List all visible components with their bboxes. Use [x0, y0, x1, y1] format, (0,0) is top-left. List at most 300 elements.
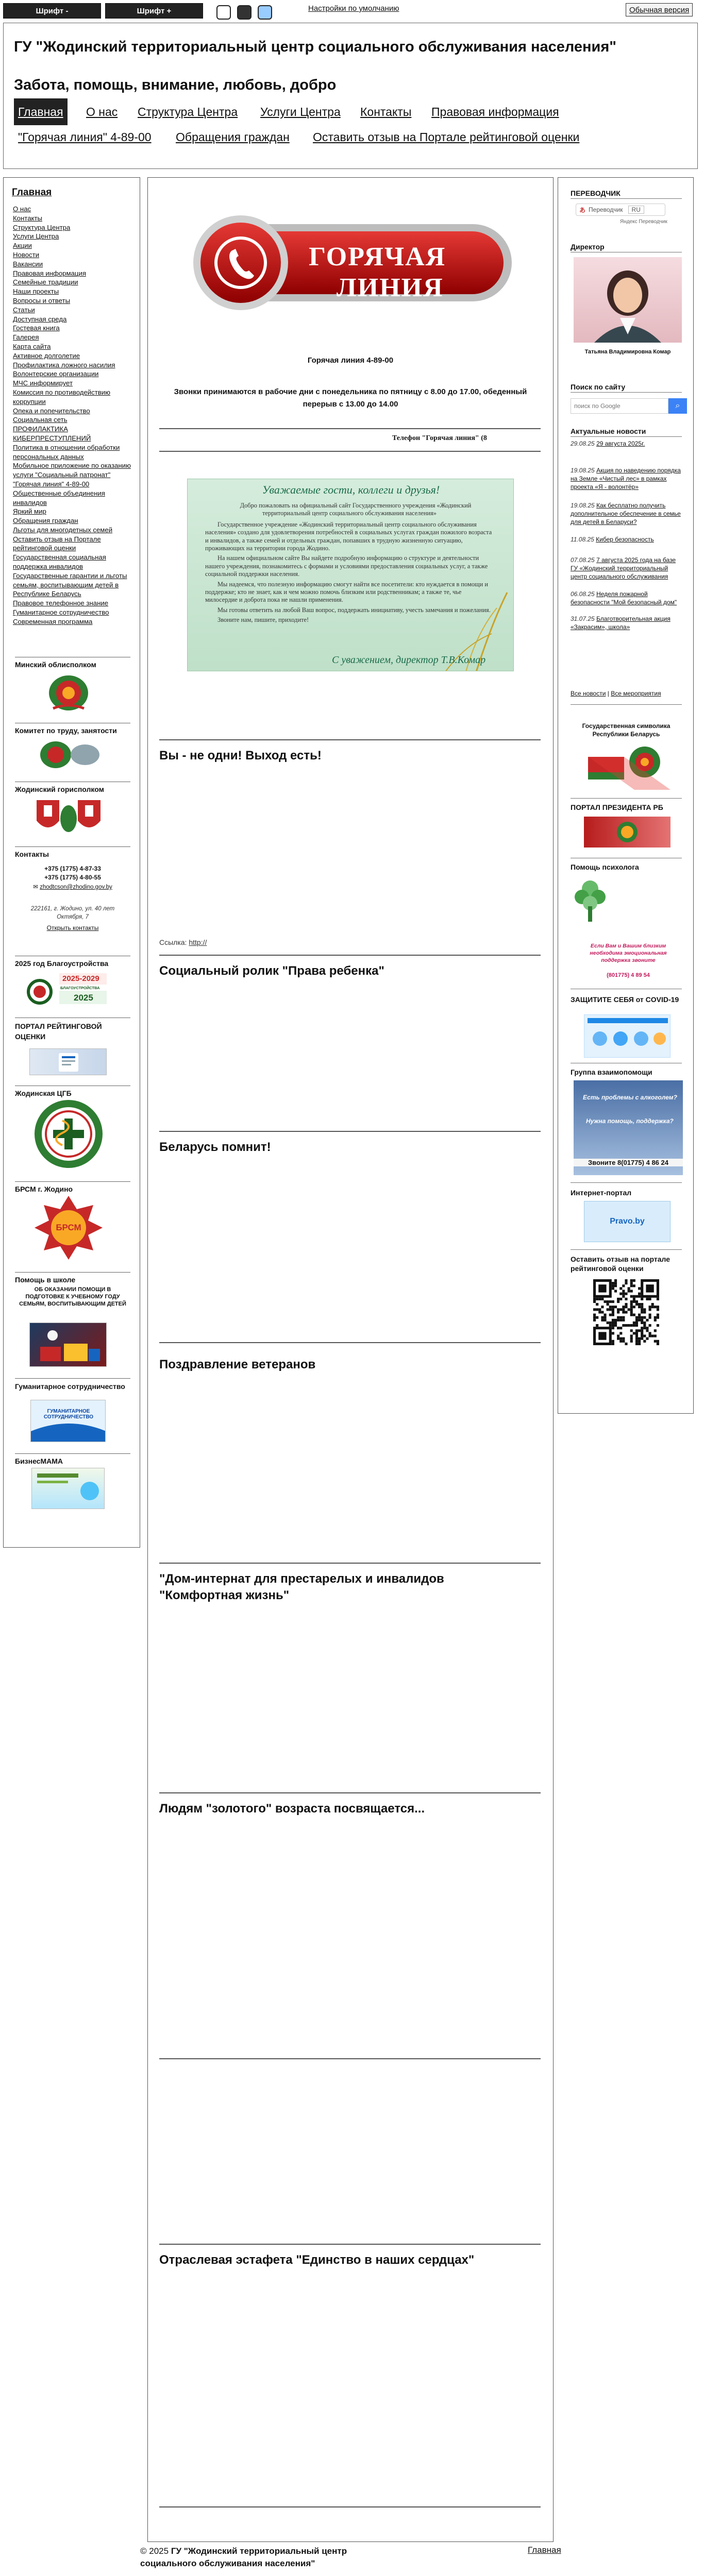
qr-module [617, 1300, 619, 1303]
left-menu-item[interactable]: Опека и попечительство [13, 406, 90, 415]
qr-module [633, 1300, 635, 1303]
welcome-card [187, 479, 514, 671]
qr-module [649, 1298, 651, 1300]
left-menu-item[interactable]: Мобильное приложение по оказанию [13, 462, 131, 470]
left-menu-item[interactable]: Контакты [13, 214, 42, 222]
nav-services[interactable]: Услуги Центра [260, 105, 341, 118]
left-menu-item[interactable]: Государственная социальная [13, 553, 106, 562]
left-menu-item[interactable]: Государственные гарантии и льготы [13, 571, 127, 580]
qr-module [614, 1319, 617, 1321]
qr-module [643, 1308, 646, 1311]
qr-module [641, 1311, 643, 1313]
qr-module [635, 1303, 638, 1306]
qr-module [619, 1327, 622, 1329]
qr-module [609, 1300, 612, 1303]
qr-module [657, 1340, 659, 1343]
state-symbols-icon[interactable] [584, 741, 671, 790]
qr-module [657, 1343, 659, 1345]
qr-module [657, 1306, 659, 1308]
qr-module [622, 1337, 625, 1340]
qr-module [630, 1290, 633, 1292]
footer-home-link[interactable]: Главная [528, 2545, 561, 2555]
qr-module [641, 1321, 643, 1324]
qr-module [622, 1284, 625, 1287]
left-menu-item[interactable]: Комиссия по противодействию коррупции [13, 388, 111, 405]
qr-module [622, 1324, 625, 1327]
news-date: 06.08.25 [571, 590, 595, 598]
covid-title: ЗАЩИТИТЕ СЕБЯ от COVID-19 [571, 995, 679, 1004]
hotline-banner[interactable] [158, 188, 543, 337]
qr-module [619, 1298, 622, 1300]
qr-module [638, 1295, 641, 1298]
left-menu-item[interactable]: КИБЕРПРЕСТУПЛЕНИЙ [13, 434, 91, 442]
labor-block [15, 723, 130, 735]
qr-module [614, 1306, 617, 1308]
left-menu-item[interactable]: МЧС информирует [13, 379, 73, 387]
qr-module [643, 1316, 646, 1319]
nav-home[interactable]: Главная [14, 98, 68, 125]
left-menu-item[interactable]: поддержка инвалидов [13, 563, 83, 571]
main-content [147, 177, 554, 2542]
news-title: Актуальные новости [571, 427, 646, 435]
qr-module [643, 1340, 646, 1343]
qr-module [628, 1308, 630, 1311]
director-title: Директор [571, 243, 605, 251]
qr-module [649, 1332, 651, 1334]
qr-module [625, 1303, 627, 1306]
left-menu-item[interactable]: Вакансии [13, 260, 43, 268]
left-menu-item[interactable]: Современная программа [13, 617, 93, 625]
qr-module [649, 1306, 651, 1308]
left-menu-item[interactable]: услуги "Социальный патронат" [13, 471, 111, 479]
contacts-email[interactable]: zhodtcson@zhodino.gov.by [40, 884, 112, 890]
qr-module [633, 1284, 635, 1287]
news-item[interactable] [571, 535, 684, 544]
left-menu-item[interactable]: Статьи [13, 306, 35, 314]
left-menu-item[interactable]: Наши проекты [13, 287, 59, 296]
geraldry-title: Жодинский горисполком [15, 782, 130, 793]
qr-module [649, 1335, 651, 1337]
qr-module [601, 1311, 604, 1313]
qr-module [638, 1293, 641, 1295]
qr-module [638, 1316, 641, 1319]
qr-module [622, 1319, 625, 1321]
color-scheme-blue-button[interactable] [258, 5, 272, 20]
left-menu-item[interactable]: Акции [13, 242, 32, 250]
qr-module [630, 1311, 633, 1313]
section-title-veterans: Поздравление ветеранов [159, 1358, 316, 1371]
mutual-q2: Нужна помощь, поддержка? [586, 1117, 674, 1125]
left-menu-item[interactable]: Правовая информация [13, 269, 86, 277]
contacts-map-link[interactable]: Открыть контакты [46, 924, 99, 931]
footer-copyright [140, 2545, 367, 2570]
left-menu-item[interactable]: "Горячая линия" 4-89-00 [13, 480, 90, 488]
qr-module [657, 1314, 659, 1316]
hotline-caption: Горячая линия 4-89-00 [307, 356, 394, 365]
left-menu-item[interactable]: Политика в отношении обработки [13, 443, 120, 451]
nav-about[interactable]: О нас [86, 105, 118, 118]
brsm-logo-icon[interactable] [32, 1194, 105, 1262]
school-block [15, 1272, 130, 1308]
qr-module [638, 1337, 641, 1340]
contacts-address: 222161, г. Жодино, ул. 40 лет Октября, 7 [30, 906, 115, 920]
qr-finder [646, 1284, 653, 1292]
qr-module [609, 1306, 612, 1308]
qr-module [630, 1340, 633, 1343]
welcome-p3: На нашем официальном сайте Вы найдете подробную информацию о структуре и деятельности нашего учреждения, познакомитесь с формами и условиями предоставления социальных услуг, а также социальной поддержки населения. [205, 554, 488, 578]
qr-module [654, 1316, 657, 1319]
news-link[interactable]: Неделя пожарной безопасности "Мой безопасный дом" [571, 590, 677, 606]
divider [159, 1563, 541, 1564]
qr-module [643, 1324, 646, 1327]
qr-module [638, 1314, 641, 1316]
portal-banner[interactable] [29, 1048, 107, 1075]
president-banner[interactable] [584, 817, 671, 848]
default-settings-link[interactable]: Настройки по умолчанию [308, 4, 399, 13]
font-increase-button[interactable]: Шрифт + [105, 3, 203, 19]
font-decrease-button[interactable]: Шрифт - [3, 3, 101, 19]
qr-module [614, 1279, 617, 1282]
contacts-title: Контакты [15, 846, 130, 858]
qr-module [630, 1329, 633, 1332]
site-header [3, 23, 698, 169]
qr-module [593, 1314, 596, 1316]
qr-module [593, 1300, 596, 1303]
contacts-phone-2[interactable]: +375 (1775) 4-80-55 [44, 874, 101, 881]
nav-rating-review[interactable]: Оставить отзыв на Портале рейтинговой оценки [313, 130, 580, 144]
qr-module [630, 1279, 633, 1282]
qr-module [619, 1287, 622, 1290]
left-menu-item[interactable]: Карта сайта [13, 342, 51, 350]
left-menu-item[interactable]: ПРОФИЛАКТИКА [13, 425, 68, 433]
welcome-p6: Звоните нам, пишите, приходите! [217, 616, 309, 624]
search-button[interactable] [668, 398, 687, 414]
section-title-child-rights: Социальный ролик "Права ребенка" [159, 964, 384, 978]
divider [159, 2058, 541, 2059]
qr-module [614, 1290, 617, 1292]
news-date: 19.08.25 [571, 467, 595, 474]
qr-module [609, 1324, 612, 1327]
left-menu-item[interactable]: Гостевая книга [13, 324, 60, 332]
qr-module [609, 1314, 612, 1316]
welcome-p1: Добро пожаловать на официальный сайт Государственного учреждения «Жодинский территориальный центр социального обслуживания населения» [240, 502, 472, 517]
qr-module [614, 1321, 617, 1324]
qr-module [649, 1314, 651, 1316]
qr-module [614, 1324, 617, 1327]
search-input[interactable] [571, 398, 668, 414]
all-news-link[interactable]: Все новости [571, 690, 606, 697]
left-menu-item[interactable]: Семейные традиции [13, 278, 78, 286]
biz-banner[interactable] [31, 1468, 105, 1509]
section-title-belarus-remembers: Беларусь помнит! [159, 1140, 271, 1154]
qr-module [596, 1303, 598, 1306]
qr-module [617, 1327, 619, 1329]
qr-module [628, 1290, 630, 1292]
translator-lang-select[interactable]: RU [628, 206, 644, 214]
news-date: 31.07.25 [571, 615, 595, 622]
section-title-not-alone: Вы - не одни! Выход есть! [159, 749, 322, 762]
qr-module [625, 1293, 627, 1295]
qr-module [612, 1306, 614, 1308]
school-text: ОБ ОКАЗАНИИ ПОМОЩИ В ПОДГОТОВКЕ К УЧЕБНОМУ ГОДУ СЕМЬЯМ, ВОСПИТЫВАЮЩИМ ДЕТЕЙ [19, 1286, 126, 1307]
qr-module [609, 1308, 612, 1311]
left-menu-item[interactable]: семьям, воспитывающим детей в [13, 581, 119, 589]
qr-module [612, 1340, 614, 1343]
qr-module [612, 1343, 614, 1345]
qr-module [635, 1340, 638, 1343]
news-link[interactable]: 29 августа 2025г. [596, 440, 645, 447]
left-menu-item[interactable]: Яркий мир [13, 507, 46, 516]
left-menu-item[interactable]: рейтинговой оценки [13, 544, 76, 552]
qr-module [625, 1306, 627, 1308]
qr-module [630, 1324, 633, 1327]
news-item[interactable] [571, 590, 684, 606]
qr-module [617, 1335, 619, 1337]
qr-module [646, 1337, 648, 1340]
qr-module [596, 1324, 598, 1327]
left-menu-item[interactable]: Правовое телефонное знание [13, 599, 109, 607]
qr-module [654, 1335, 657, 1337]
portal-title: ПОРТАЛ РЕЙТИНГОВОЙ ОЦЕНКИ [15, 1018, 130, 1042]
left-menu-item[interactable]: Обращения граждан [13, 517, 78, 525]
divider [571, 1249, 682, 1250]
left-menu-title[interactable]: Главная [12, 187, 52, 198]
qr-module [641, 1306, 643, 1308]
qr-module [593, 1298, 596, 1300]
left-menu-item[interactable]: Профилактика ложного насилия [13, 361, 115, 369]
qr-module [635, 1300, 638, 1303]
divider [159, 955, 541, 956]
divider [571, 1182, 682, 1183]
left-menu-item[interactable]: инвалидов [13, 498, 47, 506]
qr-module [638, 1319, 641, 1321]
qr-module [625, 1279, 627, 1282]
qr-module [635, 1319, 638, 1321]
director-photo [574, 257, 682, 343]
left-menu-item[interactable]: Социальная сеть [13, 416, 68, 424]
news-item[interactable] [571, 439, 684, 448]
qr-module [617, 1311, 619, 1313]
psych-phone[interactable]: (801775) 4 89 54 [607, 972, 650, 978]
news-item[interactable] [571, 556, 684, 581]
left-menu-item[interactable]: Волонтерские организации [13, 370, 99, 378]
humanitarian-banner[interactable] [30, 1400, 106, 1442]
qr-module [633, 1298, 635, 1300]
nav-structure[interactable]: Структура Центра [138, 105, 238, 118]
biz-title: БизнесМАМА [15, 1453, 130, 1465]
qr-module [619, 1316, 622, 1319]
school-banner[interactable] [29, 1323, 107, 1367]
left-menu-item[interactable]: Вопросы и ответы [13, 296, 71, 304]
left-menu-item[interactable]: Новости [13, 250, 40, 259]
left-menu-item[interactable]: Доступная среда [13, 315, 67, 323]
psych-text: Если Вам и Вашим близким необходима эмоциональная поддержка звоните [590, 943, 667, 963]
news-item[interactable] [571, 501, 684, 526]
qr-module [612, 1282, 614, 1284]
humanitarian-label: ГУМАНИТАРНОЕ СОТРУДНИЧЕСТВО [43, 1409, 94, 1420]
qr-module [633, 1321, 635, 1324]
review-qr-code-icon[interactable] [591, 1277, 661, 1347]
nav-legal[interactable]: Правовая информация [431, 105, 559, 118]
qr-module [625, 1324, 627, 1327]
contacts-phone-1[interactable]: +375 (1775) 4-87-33 [44, 865, 101, 872]
mutual-banner[interactable] [574, 1080, 683, 1175]
qr-module [625, 1282, 627, 1284]
archive-link[interactable]: Все мероприятия [611, 690, 661, 697]
translator-widget[interactable] [576, 204, 665, 216]
news-link[interactable]: Акция по наведению порядка на Земле «Чистый лес» в рамках проекта «Я - волонтёр» [571, 467, 681, 490]
qr-module [657, 1298, 659, 1300]
divider [571, 436, 682, 437]
brsm-title: БРСМ г. Жодино [15, 1181, 130, 1193]
year-badge-top: 2025-2029 [62, 974, 99, 983]
qr-module [651, 1306, 654, 1308]
qr-module [641, 1337, 643, 1340]
qr-module [625, 1298, 627, 1300]
year-badge[interactable] [26, 970, 112, 1007]
divider [159, 428, 541, 429]
section-title-golden-age: Людям "золотого" возраста посвящается... [159, 1802, 425, 1816]
left-menu-item[interactable]: Гуманитарное сотрудничество [13, 608, 109, 617]
left-menu-item[interactable]: Услуги Центра [13, 232, 59, 241]
qr-module [630, 1303, 633, 1306]
qr-module [607, 1300, 609, 1303]
color-scheme-dark-button[interactable] [237, 5, 252, 20]
qr-module [651, 1303, 654, 1306]
news-link[interactable]: 7 августа 2025 года на базе ГУ «Жодинский территориальный центр социального обслуживания [571, 556, 676, 580]
hotline-banner-top: ГОРЯЧАЯ [309, 242, 446, 272]
divider [159, 1342, 541, 1343]
qr-module [596, 1298, 598, 1300]
qr-module [633, 1306, 635, 1308]
humanitarian-block [15, 1378, 130, 1391]
news-item[interactable] [571, 615, 684, 631]
left-menu [13, 205, 137, 626]
qr-module [598, 1308, 601, 1311]
qr-module [630, 1300, 633, 1303]
cgb-block [15, 1086, 130, 1097]
psych-tree-icon[interactable] [569, 874, 611, 926]
qr-module [604, 1316, 606, 1319]
mutual-q1: Есть проблемы с алкоголем? [583, 1094, 677, 1101]
left-menu-item[interactable]: Оставить отзыв на Портале [13, 535, 101, 543]
mutual-title: Группа взаимопомощи [571, 1068, 652, 1076]
nav-appeals[interactable]: Обращения граждан [176, 130, 290, 144]
left-menu-item[interactable]: Общественные объединения [13, 489, 105, 497]
news-link[interactable]: Кибер безопасность [596, 536, 654, 543]
qr-module [612, 1321, 614, 1324]
qr-module [635, 1321, 638, 1324]
translator-button[interactable]: Переводчик [589, 206, 623, 213]
hotline-hours: Звонки принимаются в рабочие дни с понедельника по пятницу с 8.00 до 17.00, обеденный перерыв с 13.00 до 14.00 [174, 387, 527, 409]
link-label: Ссылка: [159, 938, 187, 946]
qr-module [630, 1282, 633, 1284]
left-menu-item[interactable]: Структура Центра [13, 223, 71, 231]
qr-module [635, 1343, 638, 1345]
qr-module [641, 1316, 643, 1319]
qr-module [641, 1329, 643, 1332]
left-menu-item[interactable]: Активное долголетие [13, 351, 80, 360]
qr-module [657, 1324, 659, 1327]
ispolkom-emblem-icon[interactable] [27, 672, 110, 713]
welcome-p5: Мы готовы ответить на любой Ваш вопрос, поддержать инициативу, учесть замечания и пожелания. [217, 606, 491, 614]
right-sidebar: ПЕРЕВОДЧИК あ Переводчик RU Яндекс Переводчик Директор Татьяна Владимировна Комар Поиск по сайту поиск по Google ⌕ Актуальные новости 29.08.25 29 августа 2025г. 19.08.25 Акция по наведению порядка на Земле «Чистый лес» в рамках проекта «Я - волонтёр» 19.08.25 Как бесплатно получить дополнительное обеспечение в семье для детей в Беларуси? 11.08.25 Кибер безопасность 07.08.25 7 августа 2025 года на базе ГУ «Жодинский территориальный центр социального обслуживания 06.08.25 Неделя пожарной безопасности "Мой безопасный дом" 31.07.25 Благотворительная акция «Закрасим», школа» Все новости | Все мероприятия Государственная символика Республики Беларусь ПОРТАЛ ПРЕЗИДЕНТА РБ Помощь психолога Если Вам и Вашим близким необходима эмоциональная поддержка звоните (801775) 4 89 54 ЗАЩИТИТЕ СЕБЯ от COVID-19 Группа взаимопомощи Есть проблемы с алкоголем? Нужна помощь, поддержка? Звоните 8(01775) 4 86 24 Интернет-портал Pravo.by Оставить отзыв на портале рейтинговой оценки [558, 177, 694, 1414]
qr-module [643, 1321, 646, 1324]
normal-version-button[interactable]: Обычная версия [626, 3, 693, 16]
qr-finder [598, 1332, 606, 1340]
qr-module [612, 1308, 614, 1311]
footer-copyright-name: ГУ "Жодинский территориальный центр социального обслуживания населения" [140, 2546, 347, 2568]
covid-banner[interactable] [584, 1014, 671, 1058]
site-title: ГУ "Жодинский территориальный центр социального обслуживания населения" [14, 39, 617, 55]
qr-module [633, 1332, 635, 1334]
qr-module [617, 1319, 619, 1321]
news-item[interactable] [571, 466, 684, 491]
qr-module [638, 1303, 641, 1306]
qr-module [654, 1329, 657, 1332]
qr-module [635, 1335, 638, 1337]
left-menu-item[interactable]: Республике Беларусь [13, 590, 81, 598]
qr-module [612, 1327, 614, 1329]
qr-module [643, 1311, 646, 1313]
site-slogan: Забота, помощь, внимание, любовь, добро [14, 77, 337, 93]
link-value[interactable]: http:// [189, 938, 207, 946]
footer-copyright-prefix: © 2025 [140, 2546, 169, 2556]
qr-module [619, 1308, 622, 1311]
qr-module [630, 1284, 633, 1287]
qr-module [628, 1287, 630, 1290]
qr-module [654, 1306, 657, 1308]
news-link[interactable]: Благотворительная акция «Закрасим», школа» [571, 615, 671, 631]
nav-hotline[interactable]: "Горячая линия" 4-89-00 [18, 130, 152, 144]
translator-title: ПЕРЕВОДЧИК [571, 189, 621, 197]
cgb-logo-icon[interactable] [32, 1098, 105, 1170]
qr-module [601, 1298, 604, 1300]
left-menu-item[interactable]: Льготы для многодетных семей [13, 526, 113, 534]
qr-module [654, 1319, 657, 1321]
city-emblems-icon[interactable] [27, 796, 110, 837]
qr-finder [598, 1284, 606, 1292]
symbols-title: Государственная символика Республики Беларусь [582, 722, 671, 738]
brsm-block [15, 1181, 130, 1193]
year-block [15, 956, 130, 968]
qr-module [654, 1340, 657, 1343]
qr-module [635, 1316, 638, 1319]
pravo-banner[interactable] [584, 1201, 671, 1242]
news-date: 07.08.25 [571, 556, 595, 564]
ispolkom-title: Минский облисполком [15, 657, 130, 669]
news-date: 19.08.25 [571, 502, 595, 509]
left-menu-item[interactable]: персональных данных [13, 452, 84, 461]
biz-block [15, 1453, 130, 1465]
color-scheme-white-button[interactable] [216, 5, 231, 20]
left-menu-item[interactable]: Галерея [13, 333, 39, 342]
qr-module [633, 1279, 635, 1282]
qr-module [622, 1306, 625, 1308]
search-title: Поиск по сайту [571, 383, 626, 391]
news-link[interactable]: Как бесплатно получить дополнительное обеспечение в семье для детей в Беларуси? [571, 502, 681, 526]
labor-logo-icon[interactable] [27, 737, 110, 770]
internet-portal-title: Интернет-портал [571, 1189, 632, 1197]
qr-module [619, 1337, 622, 1340]
divider [571, 392, 682, 393]
divider [159, 1131, 541, 1132]
qr-module [630, 1295, 633, 1298]
left-menu-item[interactable]: О нас [13, 205, 31, 213]
qr-module [630, 1314, 633, 1316]
qr-module [649, 1308, 651, 1311]
nav-contacts[interactable]: Контакты [360, 105, 412, 118]
